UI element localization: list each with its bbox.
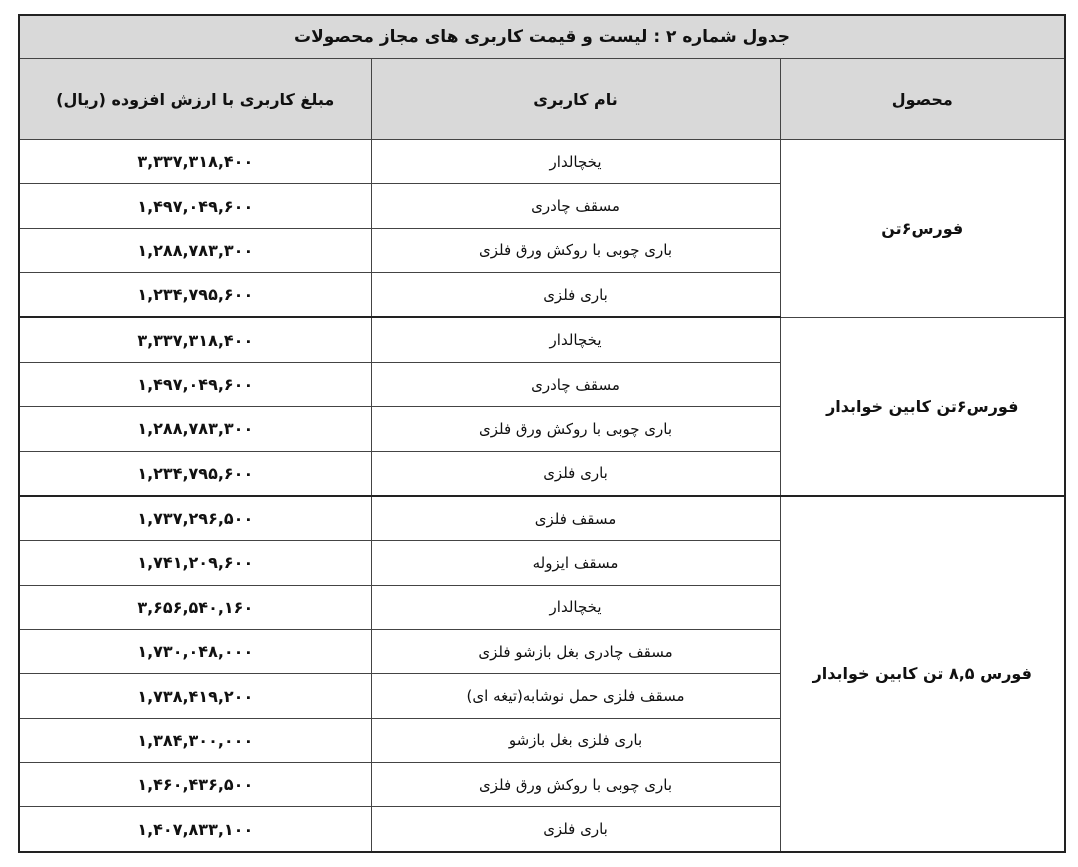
- price-cell: ۱,۲۸۸,۷۸۳,۳۰۰: [19, 407, 371, 451]
- price-cell: ۱,۳۸۴,۳۰۰,۰۰۰: [19, 718, 371, 762]
- price-cell: ۱,۷۳۰,۰۴۸,۰۰۰: [19, 630, 371, 674]
- table-row: [19, 496, 1065, 541]
- usage-cell: مسقف فلزی حمل نوشابه(تیغه ای): [371, 674, 780, 718]
- usage-cell: مسقف چادری: [371, 362, 780, 406]
- usage-cell: مسقف چادری بغل بازشو فلزی: [371, 630, 780, 674]
- price-cell: ۱,۲۳۴,۷۹۵,۶۰۰: [19, 451, 371, 496]
- price-cell: ۳,۶۵۶,۵۴۰,۱۶۰: [19, 585, 371, 629]
- table-body: [19, 140, 1065, 853]
- usage-cell: باری چوبی با روکش ورق فلزی: [371, 228, 780, 272]
- usage-cell: مسقف ایزوله: [371, 541, 780, 585]
- price-cell: ۱,۷۳۸,۴۱۹,۲۰۰: [19, 674, 371, 718]
- price-cell: ۱,۴۹۷,۰۴۹,۶۰۰: [19, 184, 371, 228]
- table-row: [19, 140, 1065, 184]
- usage-cell: مسقف فلزی: [371, 496, 780, 541]
- header-product: محصول: [780, 59, 1065, 140]
- table-row: [19, 317, 1065, 362]
- header-price: مبلغ کاربری با ارزش افزوده (ریال): [19, 59, 371, 140]
- usage-cell: باری چوبی با روکش ورق فلزی: [371, 763, 780, 807]
- product-cell: فورس ۸,۵ تن کابین خوابدار: [780, 496, 1065, 852]
- usage-cell: باری فلزی بغل بازشو: [371, 718, 780, 762]
- usage-cell: یخچالدار: [371, 140, 780, 184]
- price-cell: ۱,۷۴۱,۲۰۹,۶۰۰: [19, 541, 371, 585]
- price-cell: ۱,۷۳۷,۲۹۶,۵۰۰: [19, 496, 371, 541]
- table-title: جدول شماره ۲ : لیست و قیمت کاربری های مجاز محصولات: [19, 15, 1065, 59]
- price-cell: ۱,۴۹۷,۰۴۹,۶۰۰: [19, 362, 371, 406]
- usage-cell: یخچالدار: [371, 585, 780, 629]
- usage-cell: باری فلزی: [371, 273, 780, 318]
- price-cell: ۱,۲۳۴,۷۹۵,۶۰۰: [19, 273, 371, 318]
- price-cell: ۱,۴۶۰,۴۳۶,۵۰۰: [19, 763, 371, 807]
- price-table: [18, 14, 1066, 853]
- product-cell: فورس۶تن کابین خوابدار: [780, 317, 1065, 495]
- price-cell: ۳,۳۳۷,۳۱۸,۴۰۰: [19, 140, 371, 184]
- usage-cell: باری چوبی با روکش ورق فلزی: [371, 407, 780, 451]
- usage-cell: باری فلزی: [371, 807, 780, 852]
- usage-cell: مسقف چادری: [371, 184, 780, 228]
- price-cell: ۱,۲۸۸,۷۸۳,۳۰۰: [19, 228, 371, 272]
- table-header-row: [19, 59, 1065, 140]
- product-cell: فورس۶تن: [780, 140, 1065, 318]
- usage-cell: یخچالدار: [371, 317, 780, 362]
- table-title-row: [19, 15, 1065, 59]
- header-usage: نام کاربری: [371, 59, 780, 140]
- price-cell: ۳,۳۳۷,۳۱۸,۴۰۰: [19, 317, 371, 362]
- usage-cell: باری فلزی: [371, 451, 780, 496]
- price-cell: ۱,۴۰۷,۸۳۳,۱۰۰: [19, 807, 371, 852]
